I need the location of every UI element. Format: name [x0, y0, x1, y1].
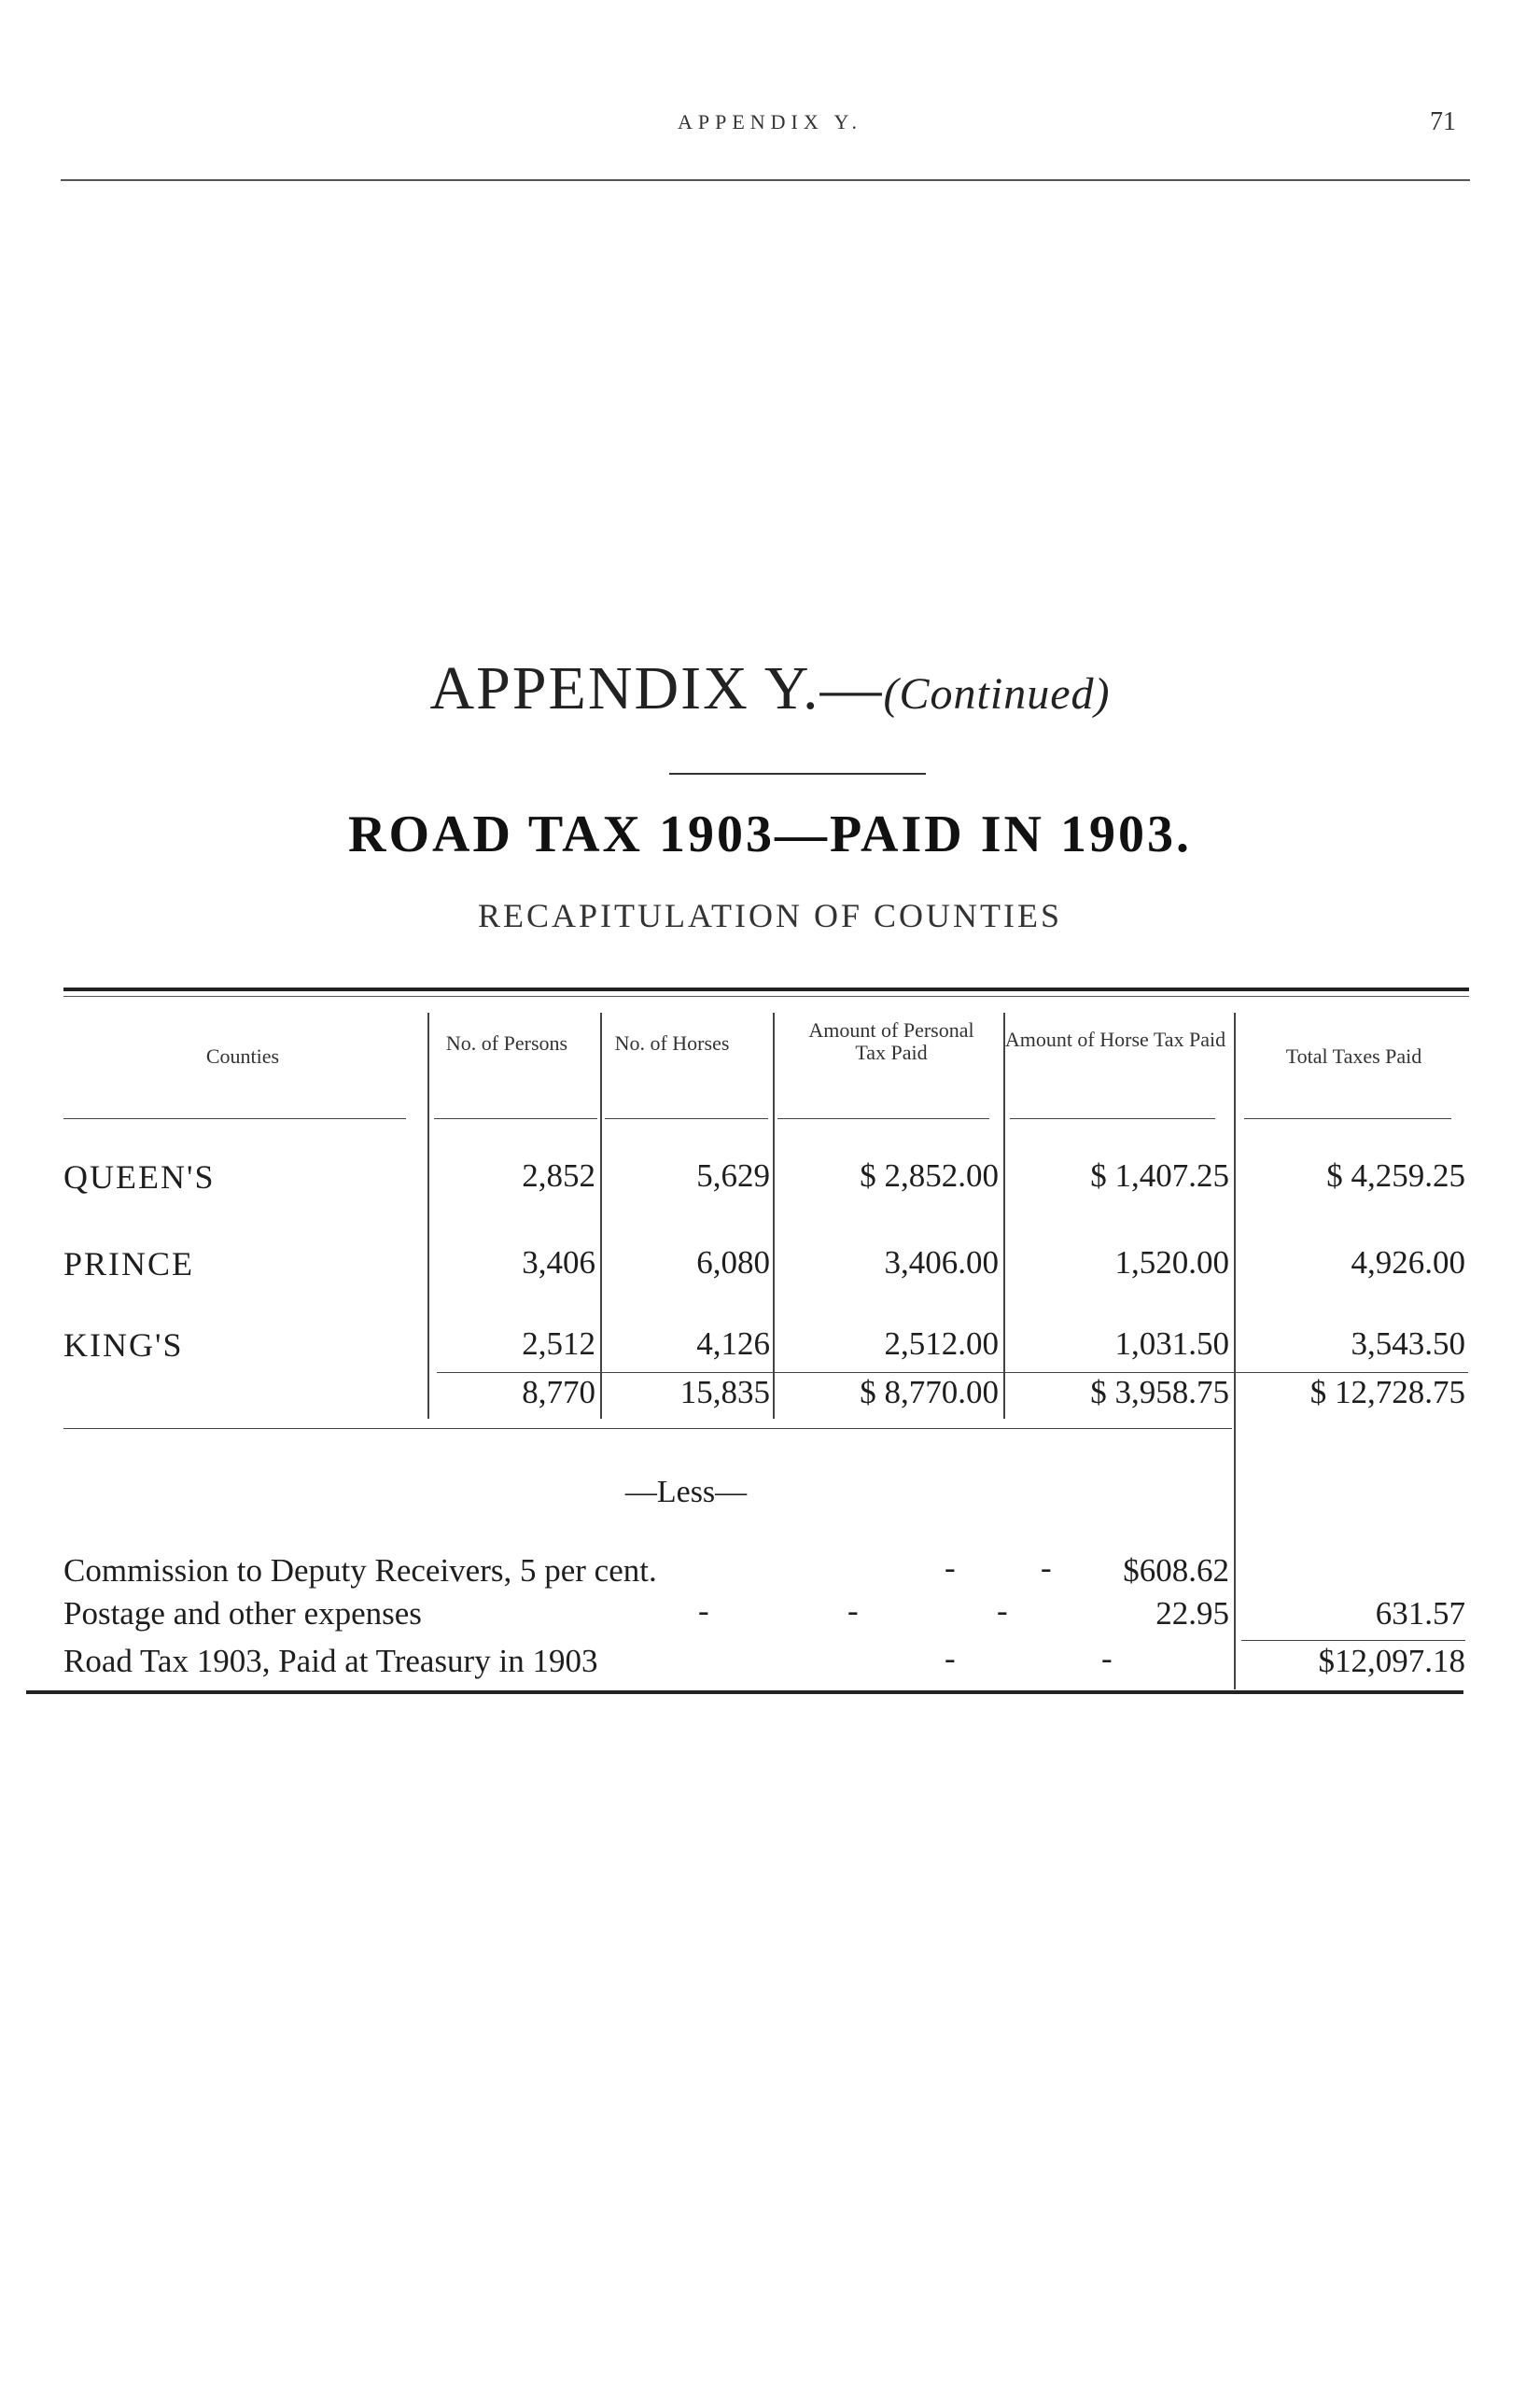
persons-total: 8,770 — [522, 1374, 595, 1410]
net-amount: $12,097.18 — [1318, 1643, 1465, 1679]
deductions-total: 631.57 — [1375, 1595, 1465, 1632]
commission-label: Commission to Deputy Receivers, 5 per cent. — [63, 1552, 657, 1589]
section-rule — [63, 1428, 1232, 1429]
table-top-rule-thin — [63, 996, 1469, 997]
personal-tax-value: 2,512.00 — [884, 1325, 999, 1362]
leader-dash: - — [847, 1592, 859, 1629]
table-top-rule — [63, 988, 1469, 991]
title-rule — [669, 773, 926, 775]
header-rule — [777, 1118, 989, 1119]
persons-value: 2,852 — [522, 1157, 595, 1194]
commission-amount: $608.62 — [1123, 1552, 1229, 1589]
horse-tax-total: $ 3,958.75 — [1090, 1374, 1229, 1410]
county-name: PRINCE — [63, 1245, 195, 1282]
postage-label: Postage and other expenses — [63, 1595, 422, 1632]
horses-value: 5,629 — [696, 1157, 770, 1194]
less-heading: —Less— — [624, 1475, 748, 1509]
subtitle: ROAD TAX 1903—PAID IN 1903. — [348, 806, 1192, 863]
header-rule — [434, 1118, 597, 1119]
header-horses: No. of Horses — [614, 1031, 730, 1055]
horses-value: 4,126 — [696, 1325, 770, 1362]
total-value: 4,926.00 — [1351, 1244, 1465, 1281]
leader-dash: - — [945, 1640, 956, 1676]
header-rule — [1010, 1118, 1215, 1119]
totals-rule — [437, 1372, 1468, 1373]
personal-tax-value: 3,406.00 — [884, 1244, 999, 1281]
column-rule — [773, 1013, 775, 1419]
horses-total: 15,835 — [679, 1374, 770, 1410]
header-horse-tax: Amount of Horse Tax Paid — [1004, 1028, 1226, 1051]
page-number: 71 — [1430, 107, 1456, 136]
leader-dash: - — [997, 1592, 1008, 1629]
column-rule — [1003, 1013, 1005, 1419]
running-head: APPENDIX Y. — [677, 110, 863, 133]
header-rule — [1244, 1118, 1451, 1119]
leader-dash: - — [1101, 1640, 1113, 1676]
county-name: QUEEN'S — [63, 1158, 216, 1196]
county-name: KING'S — [63, 1326, 184, 1364]
horse-tax-value: 1,031.50 — [1114, 1325, 1229, 1362]
column-rule — [427, 1013, 429, 1419]
title-main: APPENDIX Y.— — [429, 654, 884, 722]
header-rule — [61, 179, 1470, 181]
header-persons: No. of Persons — [445, 1031, 568, 1055]
horse-tax-value: $ 1,407.25 — [1090, 1157, 1229, 1194]
recapitulation-heading: RECAPITULATION OF COUNTIES — [478, 897, 1062, 934]
leader-dash: - — [698, 1592, 709, 1629]
leader-dash: - — [1041, 1549, 1052, 1586]
total-value: $ 4,259.25 — [1326, 1157, 1465, 1194]
total-value: 3,543.50 — [1351, 1325, 1465, 1362]
net-label: Road Tax 1903, Paid at Treasury in 1903 — [63, 1643, 598, 1679]
personal-tax-total: $ 8,770.00 — [860, 1374, 999, 1410]
column-rule — [600, 1013, 602, 1419]
horse-tax-value: 1,520.00 — [1114, 1244, 1229, 1281]
header-personal-tax: Amount of Personal Tax Paid — [808, 1018, 974, 1064]
header-rule — [605, 1118, 768, 1119]
horses-value: 6,080 — [696, 1244, 770, 1281]
header-total: Total Taxes Paid — [1285, 1044, 1422, 1068]
postage-amount: 22.95 — [1155, 1595, 1229, 1632]
personal-tax-value: $ 2,852.00 — [860, 1157, 999, 1194]
grand-total: $ 12,728.75 — [1309, 1374, 1465, 1410]
persons-value: 3,406 — [522, 1244, 595, 1281]
header-counties: Counties — [205, 1044, 280, 1068]
column-rule — [1234, 1013, 1236, 1689]
persons-value: 2,512 — [522, 1325, 595, 1362]
title-continued: (Continued) — [883, 669, 1111, 719]
page-title — [0, 653, 1540, 724]
net-rule — [1241, 1640, 1465, 1641]
table-bottom-rule — [26, 1690, 1463, 1694]
header-rule — [63, 1118, 406, 1119]
leader-dash: - — [945, 1549, 956, 1586]
